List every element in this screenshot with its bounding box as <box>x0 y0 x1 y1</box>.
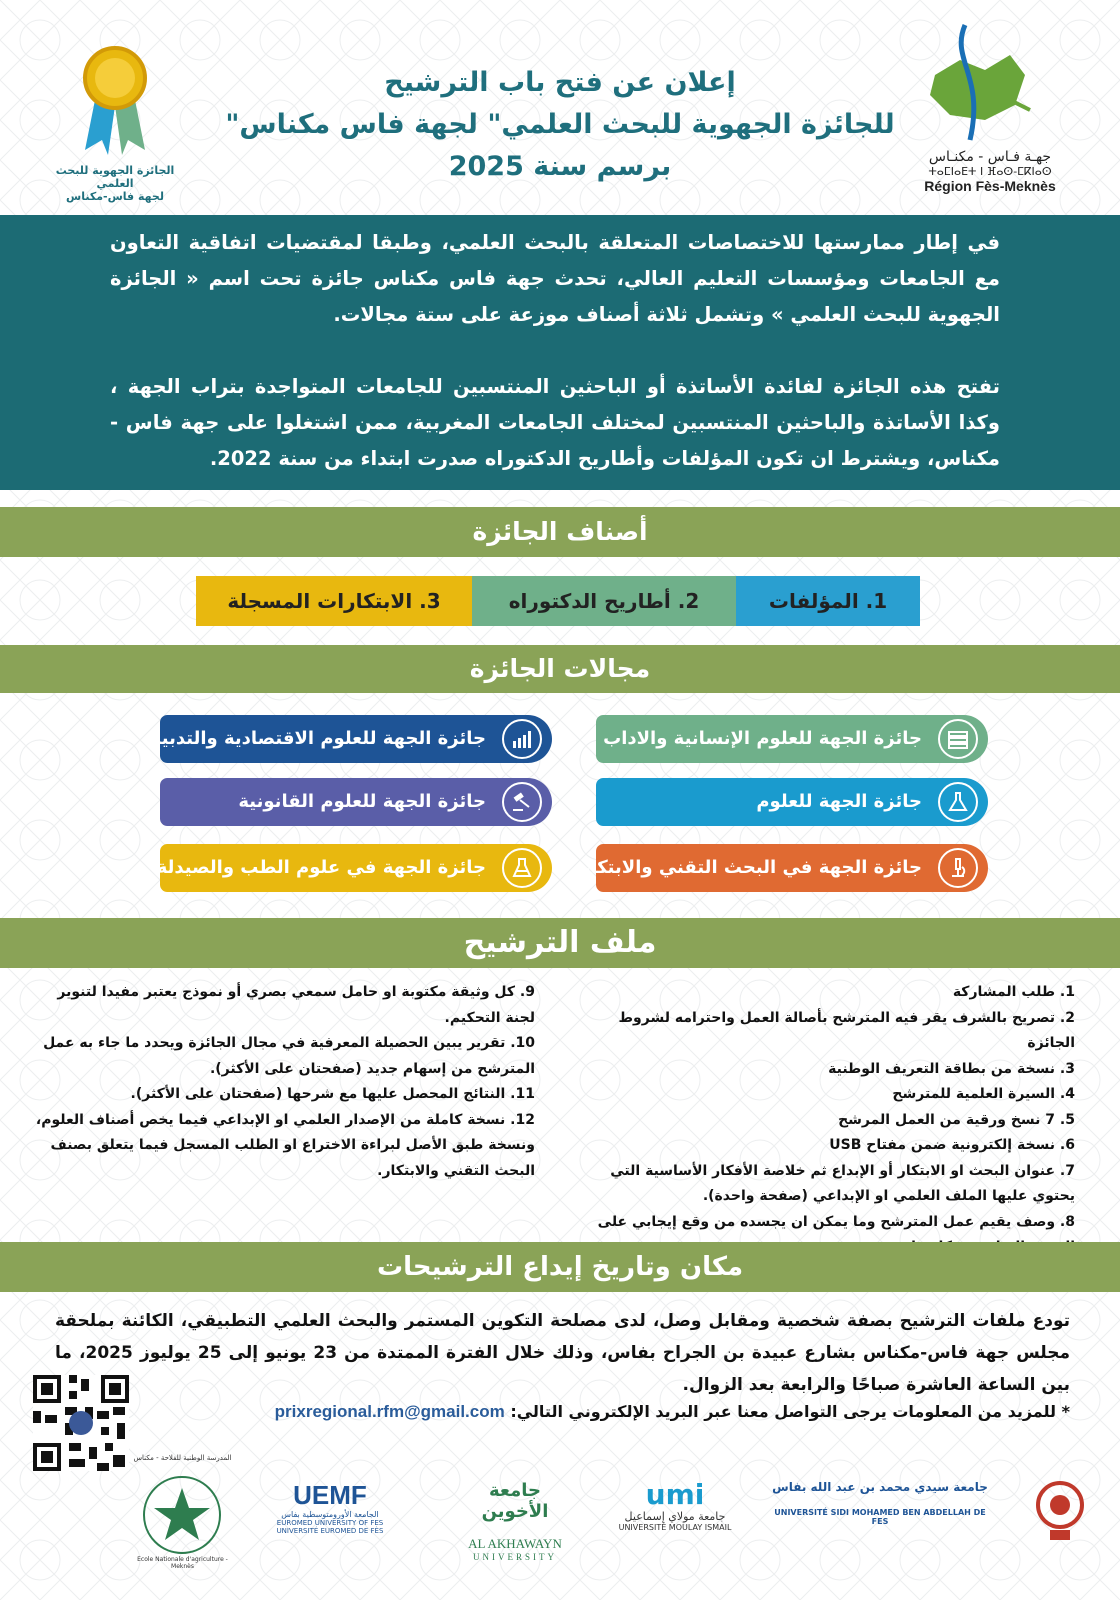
list-item: 5. 7 نسخ ورقية من العمل المرشح <box>838 1111 1075 1128</box>
region-logo-french: Région Fès-Meknès <box>924 178 1056 194</box>
flask-icon <box>938 782 978 822</box>
prize-logo-caption-2: لجهة فاس-مكناس <box>66 190 164 203</box>
region-logo <box>890 20 1090 200</box>
books-icon <box>938 719 978 759</box>
partner-ena-ar: المدرسة الوطنية للفلاحة - مكناس <box>133 1454 232 1462</box>
partner-umi-logo: umi <box>645 1478 705 1511</box>
list-item: 9. كل وثيقة مكتوبة او حامل سمعي بصري أو نموذج يعتبر مفيدا لتنوير لجنة التحكيم. <box>57 984 535 1026</box>
list-item: 11. النتائج المحصل عليها مع شرحها (صفحتان على الأكثر). <box>130 1086 535 1102</box>
list-item: 1. طلب المشاركة <box>952 984 1075 1000</box>
qr-code[interactable] <box>33 1375 129 1471</box>
domains-title: مجالات الجائزة <box>469 654 651 683</box>
list-item: 8. وصف يقيم عمل المترشح وما يمكن ان يجسده من وقع إيجابي على <box>597 1213 1075 1230</box>
more-info-text: * للمزيد من المعلومات يرجى التواصل معنا عبر البريد الإلكتروني التالي: <box>510 1402 1070 1421</box>
prize-logo <box>40 40 190 203</box>
partner-umi-ar: جامعة مولاي إسماعيل <box>624 1510 726 1523</box>
list-item: 12. نسخة كاملة من الإصدار العلمي او الإبداعي فيما يخص أصناف العلوم، ونسخة طبق الأصل لبراءة الاختراع او الطلب المسجل فيما يتعلق بصنف البحث التقني والابتكار. <box>35 1111 535 1179</box>
partner-ena <box>133 1454 232 1570</box>
list-item: 7. عنوان البحث او الابتكار أو الإبداع ثم خلاصة الأفكار الأساسية التي يحتوي عليها الملف العلمي او الإبداعي (صفحة واحدة). <box>610 1162 1075 1204</box>
partner-uemf-logo: UEMF <box>293 1480 367 1510</box>
partner-usmba <box>770 1480 990 1526</box>
list-item: 6. نسخة إلكترونية ضمن مفتاح USB <box>829 1137 1075 1153</box>
partner-usmba-ar: جامعة سيدي محمد بن عبد الله بفاس <box>772 1480 988 1494</box>
list-item: 4. السيرة العلمية للمترشح <box>892 1086 1075 1102</box>
contact-email-link[interactable]: prixregional.rfm@gmail.com <box>274 1402 505 1421</box>
partner-umi <box>615 1480 735 1532</box>
partner-ena-fr: Ecole Nationale d'agriculture - Meknès <box>137 1556 228 1570</box>
category-innovations: 3. الابتكارات المسجلة <box>196 576 472 626</box>
categories-title: أصناف الجائزة <box>472 517 648 546</box>
prize-logo-caption-1: الجائزة الجهوية للبحث العلمي <box>55 164 175 190</box>
gavel-icon <box>502 782 542 822</box>
deposit-text: تودع ملفات الترشيح بصفة شخصية ومقابل وصل، لدى مصلحة التكوين المستمر والبحث العلمي التطبيقي، الكائنة بملحقة مجلس جهة فاس-مكناس بشارع عبيدة بن الجراح بفاس، وذلك خلال الفترة الممتدة من 23 يونيو إلى 25 يوليوز 2025، ما بين الساعة العاشرة صباحًا والرابعة بعد الزوال. <box>55 1311 1070 1395</box>
intro-block <box>0 215 1120 490</box>
partner-usmba-fr: UNIVERSITÉ SIDI MOHAMED BEN ABDELLAH DE FES <box>774 1508 986 1526</box>
region-logo-arabic: جهـة فـاس - مكنـاس <box>928 149 1052 165</box>
partner-umi-fr: UNIVERSITÉ MOULAY ISMAIL <box>618 1523 732 1532</box>
domain-tech <box>580 844 988 892</box>
partner-uemf-fr: UNIVERSITÉ EUROMED DE FÈS <box>276 1527 384 1535</box>
file-section-bar <box>0 918 1120 968</box>
categories-section-bar <box>0 507 1120 557</box>
title-line-1: إعلان عن فتح باب الترشيح <box>384 67 736 98</box>
microscope-icon <box>938 848 978 888</box>
domain-medicine-label: جائزة الجهة في علوم الطب والصيدلة <box>156 857 486 878</box>
category-theses: 2. أطاريح الدكتوراه <box>472 576 736 626</box>
growth-chart-icon <box>502 719 542 759</box>
more-info <box>55 1402 1070 1422</box>
partner-uemf <box>265 1480 395 1535</box>
partner-aui-en1: AL AKHAWAYN <box>468 1536 562 1551</box>
usmba-emblem-icon <box>1030 1475 1090 1545</box>
partner-aui-en2: UNIVERSITY <box>473 1552 557 1562</box>
domain-law-label: جائزة الجهة للعلوم القانونية <box>238 791 486 812</box>
page-title <box>190 62 930 188</box>
partner-uemf-ar: الجامعة الأورومتوسطية بفاس <box>281 1510 379 1519</box>
intro-paragraph-2: تفتح هذه الجائزة لفائدة الأساتذة أو الباحثين المنتسبين للجامعات المتواجدة بتراب الجهة ، وكذا الأساتذة والباحثين المنتسبين لمختلف الجامعات المغربية، ممن اشتغلوا على جهة فاس - مكناس، ويشترط ان تكون المؤلفات وأطاريح الدكتوراه صدرت ابتداء من سنة 2022. <box>110 375 1000 470</box>
ena-emblem-icon <box>135 1468 230 1563</box>
domain-tech-label: جائزة الجهة في البحث التقني والابتكار <box>580 857 922 878</box>
domain-sciences <box>596 778 988 826</box>
file-items-left <box>35 980 535 1184</box>
title-line-3: برسم سنة 2025 <box>448 151 672 182</box>
deposit-section-bar <box>0 1242 1120 1292</box>
partner-aui-ar: جامعة الأخوين <box>481 1480 549 1522</box>
domain-humanities-label: جائزة الجهة للعلوم الإنسانية والاداب <box>603 728 922 749</box>
domain-law <box>160 778 552 826</box>
domain-sciences-label: جائزة الجهة للعلوم <box>756 791 922 812</box>
deposit-title: مكان وتاريخ إيداع الترشيحات <box>376 1252 744 1282</box>
partner-aui <box>455 1480 575 1562</box>
list-item: 3. نسخة من بطاقة التعريف الوطنية <box>828 1060 1075 1077</box>
beaker-icon <box>502 848 542 888</box>
intro-paragraph-1: في إطار ممارستها للاختصاصات المتعلقة بالبحث العلمي، وطبقا لمقتضيات اتفاقية التعاون مع الجامعات ومؤسسات التعليم العالي، تحدث جهة فاس مكناس جائزة تحت اسم « الجائزة الجهوية للبحث العلمي » وتشمل ثلاثة أصناف موزعة على ستة مجالات. <box>110 231 1000 326</box>
domains-section-bar <box>0 645 1120 693</box>
list-item: 2. تصريح بالشرف يقر فيه المترشح بأصالة العمل واحترامه لشروط الجائزة <box>618 1009 1075 1051</box>
region-logo-tifinagh: ⵜⴰⵎⵏⴰⴹⵜ ⵏ ⴼⴰⵙ-ⵎⴽⵏⴰⵙ <box>928 165 1052 178</box>
file-items-right <box>575 980 1075 1261</box>
domain-humanities <box>596 715 988 763</box>
domain-economics <box>150 715 552 763</box>
title-line-2: للجائزة الجهوية للبحث العلمي" لجهة فاس مكناس" <box>225 109 895 140</box>
domain-medicine <box>156 844 552 892</box>
category-books: 1. المؤلفات <box>736 576 920 626</box>
partner-uemf-en: EUROMED UNIVERSITY OF FES <box>276 1519 384 1527</box>
list-item: 10. تقرير يبين الحصيلة المعرفية في مجال الجائزة ويحدد ما جاء به عمل المترشح من إسهام جديد (صفحتان على الأكثر). <box>43 1035 535 1077</box>
domain-economics-label: جائزة الجهة للعلوم الاقتصادية والتدبير <box>150 728 486 749</box>
file-title: ملف الترشيح <box>463 925 657 960</box>
